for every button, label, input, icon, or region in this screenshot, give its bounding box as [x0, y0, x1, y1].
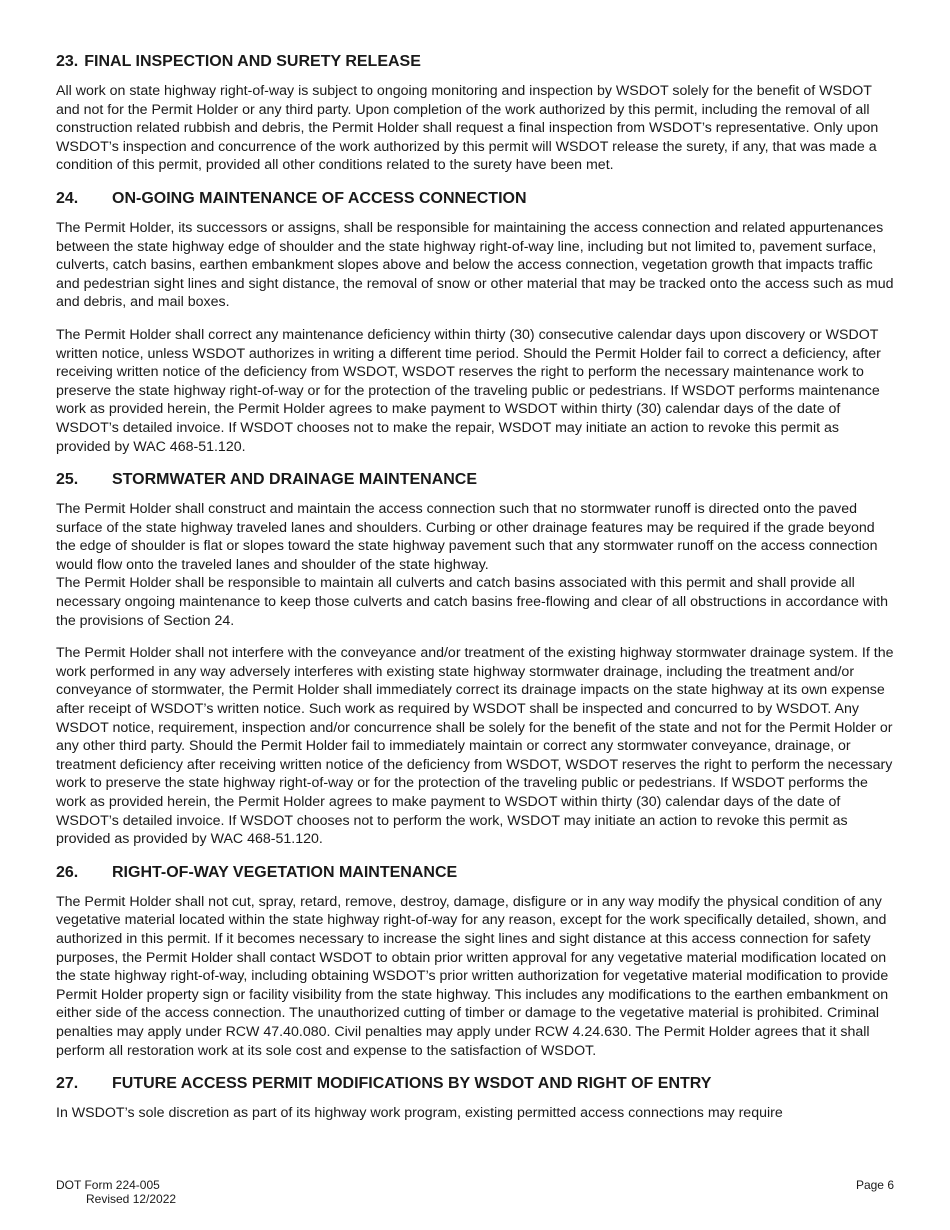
section-23	[56, 52, 894, 175]
section-paragraph: In WSDOT’s sole discretion as part of its highway work program, existing permitted access connections may require	[56, 1105, 783, 1122]
revision-date: Revised 12/2022	[86, 1192, 177, 1206]
section-paragraph: The Permit Holder shall be responsible to maintain all culverts and catch basins associated with this permit and shall provide all necessary ongoing maintenance to keep those culverts and catch basins free-flowing and clear of all obstructions in accordance with the provisions of Section 24.	[56, 575, 889, 629]
section-heading	[56, 470, 894, 490]
page-number: Page 6	[855, 1178, 894, 1192]
section-title: RIGHT-OF-WAY VEGETATION MAINTENANCE	[112, 863, 458, 881]
section-number: 26.	[56, 863, 79, 881]
section-number: 23.	[56, 53, 79, 70]
form-number: DOT Form 224-005	[56, 1178, 160, 1192]
section-paragraph: The Permit Holder shall construct and maintain the access connection such that no stormwater runoff is directed onto the paved surface of the state highway traveled lanes and shoulders. Curbing or other drainage features may be required if the grade beyond the edge of shoulder is flat or slopes toward the state highway pavement such that any stormwater runoff on the access connection would flow onto the traveled lanes and shoulder of the state highway.	[56, 501, 878, 573]
section-25	[56, 470, 894, 849]
section-paragraph: The Permit Holder shall correct any maintenance deficiency within thirty (30) consecutive calendar days upon discovery or WSDOT written notice, unless WSDOT authorizes in writing a different time period. Should the Permit Holder fail to correct a deficiency, after receiving written notice of the deficiency from WSDOT, WSDOT reserves the right to perform the necessary maintenance work to preserve the state highway right-of-way or for the protection of the traveling public or pedestrians. If WSDOT performs maintenance work as provided herein, the Permit Holder agrees to make payment to WSDOT within thirty (30) calendar days of the date of WSDOT’s detailed invoice. If WSDOT chooses not to make the repair, WSDOT may initiate an action to revoke this permit as provided by WAC 468-51.120.	[56, 326, 881, 455]
section-title: STORMWATER AND DRAINAGE MAINTENANCE	[112, 471, 478, 489]
section-title: ON-GOING MAINTENANCE OF ACCESS CONNECTION	[112, 189, 527, 207]
section-paragraph: The Permit Holder shall not cut, spray, retard, remove, destroy, damage, disfigure or in any way modify the physical condition of any vegetative material located within the state highway right-of-way for any reason, except for the work specifically detailed, shown, and authorized in this permit. If it becomes necessary to increase the sight lines and sight distance at this access connection for safety purposes, the Permit Holder shall contact WSDOT to obtain prior written approval for any vegetative material modification located on the state highway right-of-way, including obtaining WSDOT’s prior written authorization for vegetative material modification to provide Permit Holder property sign or facility visibility from the state highway. This includes any modifications to the earthen embankment on either side of the access connection. The unauthorized cutting of timber or damage to the vegetative material is prohibited. Criminal penalties may apply under RCW 47.40.080. Civil penalties may apply under RCW 4.24.630. The Permit Holder agrees that it shall perform all restoration work at its sole cost and expense to the satisfaction of WSDOT.	[56, 893, 889, 1059]
section-paragraph: All work on state highway right-of-way is subject to ongoing monitoring and inspection by WSDOT solely for the benefit of WSDOT and not for the Permit Holder or any third party. Upon completion of the work authorized by this permit, including the removal of all construction related rubbish and debris, the Permit Holder shall request a final inspection from WSDOT’s representative. Only upon WSDOT’s inspection and concurrence of the work authorized by this permit will WSDOT release the surety, if any, that was made a condition of this permit, provided all other conditions related to the surety have been met.	[56, 83, 879, 174]
section-number: 24.	[56, 189, 79, 207]
document-page	[56, 52, 894, 1123]
section-title: FUTURE ACCESS PERMIT MODIFICATIONS BY WSDOT AND RIGHT OF ENTRY	[112, 1075, 712, 1093]
section-24	[56, 189, 894, 456]
section-heading	[56, 1074, 894, 1094]
section-number: 25.	[56, 471, 79, 489]
section-title: FINAL INSPECTION AND SURETY RELEASE	[84, 53, 421, 70]
section-heading	[56, 189, 894, 209]
section-26	[56, 863, 894, 1060]
section-heading	[56, 863, 894, 883]
section-paragraph: The Permit Holder shall not interfere with the conveyance and/or treatment of the existing highway stormwater drainage system. If the work performed in any way adversely interferes with existing state highway stormwater drainage, including the treatment and/or conveyance of stormwater, the Permit Holder shall immediately correct its drainage impacts on the state highway at its own expense after receipt of WSDOT’s written notice. Such work as required by WSDOT shall be inspected and concurred to by WSDOT. Any WSDOT notice, requirement, inspection and/or concurrence shall be solely for the benefit of the state and not for the Permit Holder or any other third party. Should the Permit Holder fail to immediately maintain or correct any stormwater conveyance, drainage, or treatment deficiency after receiving written notice of the deficiency from WSDOT, WSDOT reserves the right to perform the necessary work to preserve the state highway right-of-way or for the protection of the traveling public or pedestrians. If WSDOT performs the work as provided herein, the Permit Holder agrees to make payment to WSDOT within thirty (30) calendar days of the date of WSDOT’s detailed invoice. If WSDOT chooses not to perform the work, WSDOT may initiate an action to revoke this permit as provided as provided by WAC 468-51.120.	[56, 645, 894, 848]
section-heading	[56, 52, 894, 72]
footer-form-info	[56, 1178, 176, 1206]
section-number: 27.	[56, 1075, 79, 1093]
section-27	[56, 1074, 894, 1123]
section-paragraph: The Permit Holder, its successors or assigns, shall be responsible for maintaining the access connection and related appurtenances between the state highway edge of shoulder and the state highway right-of-way line, including but not limited to, pavement surface, culverts, catch basins, earthen embankment slopes above and below the access connection, vegetation growth that impacts traffic and pedestrian sight lines and sight distance, the removal of snow or other material that may be tracked onto the access such as mud and debris, and mail boxes.	[56, 219, 894, 311]
